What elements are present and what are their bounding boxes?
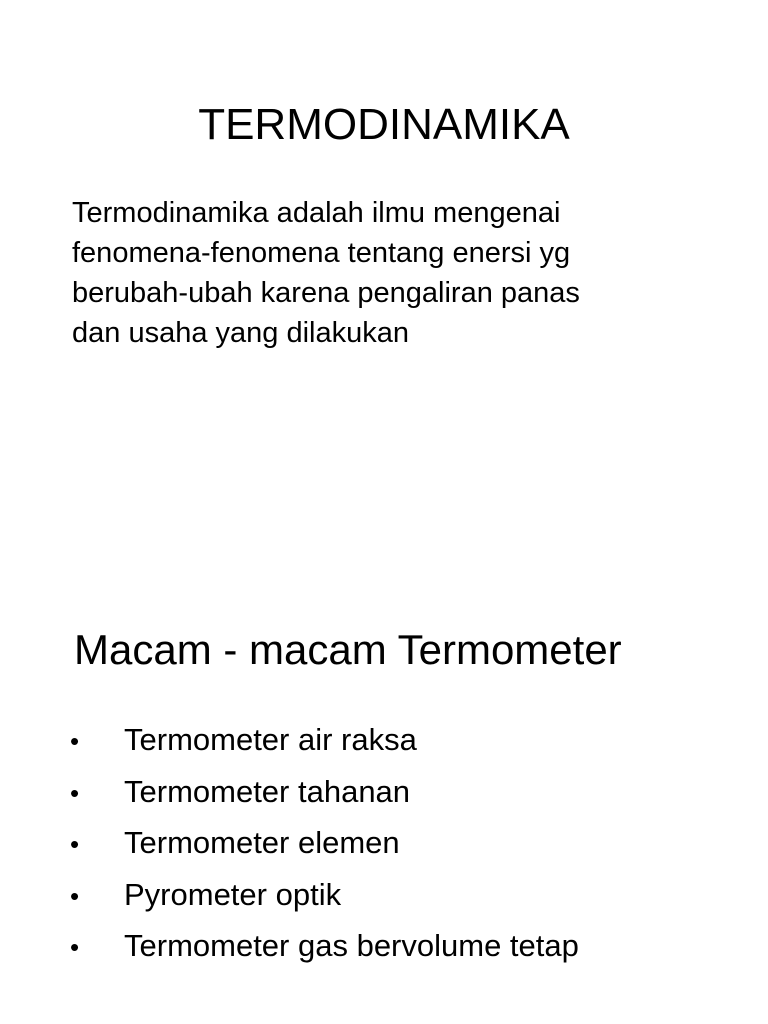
bullet-icon: • — [70, 880, 80, 911]
list-item-text: Termometer air raksa — [124, 722, 417, 757]
list-item-text: Termometer gas bervolume tetap — [124, 928, 579, 963]
bullet-icon: • — [70, 829, 80, 859]
definition-line-4: dan usaha yang dilakukan — [72, 317, 409, 349]
bullet-icon: • — [70, 932, 80, 962]
slide-title: Macam - macam Termometer — [74, 626, 622, 673]
definition-paragraph — [72, 193, 722, 353]
bullet-icon: • — [70, 777, 80, 808]
thermometer-list — [70, 715, 579, 973]
definition-line-1: Termodinamika adalah ilmu mengenai — [72, 197, 561, 229]
list-item — [70, 870, 579, 922]
definition-line-3: berubah-ubah karena pengaliran panas — [72, 277, 580, 309]
list-item-text: Pyrometer optik — [124, 876, 342, 912]
list-item — [70, 818, 579, 870]
list-item — [70, 715, 579, 767]
list-item-text: Termometer elemen — [124, 825, 400, 860]
list-item-text: Termometer tahanan — [124, 773, 411, 809]
list-item — [70, 767, 579, 819]
slide-macam-termometer — [0, 512, 768, 1024]
slide-title: TERMODINAMIKA — [198, 100, 570, 149]
definition-line-2: fenomena-fenomena tentang enersi yg — [72, 237, 571, 269]
list-item — [70, 921, 579, 973]
bullet-icon: • — [70, 726, 80, 756]
